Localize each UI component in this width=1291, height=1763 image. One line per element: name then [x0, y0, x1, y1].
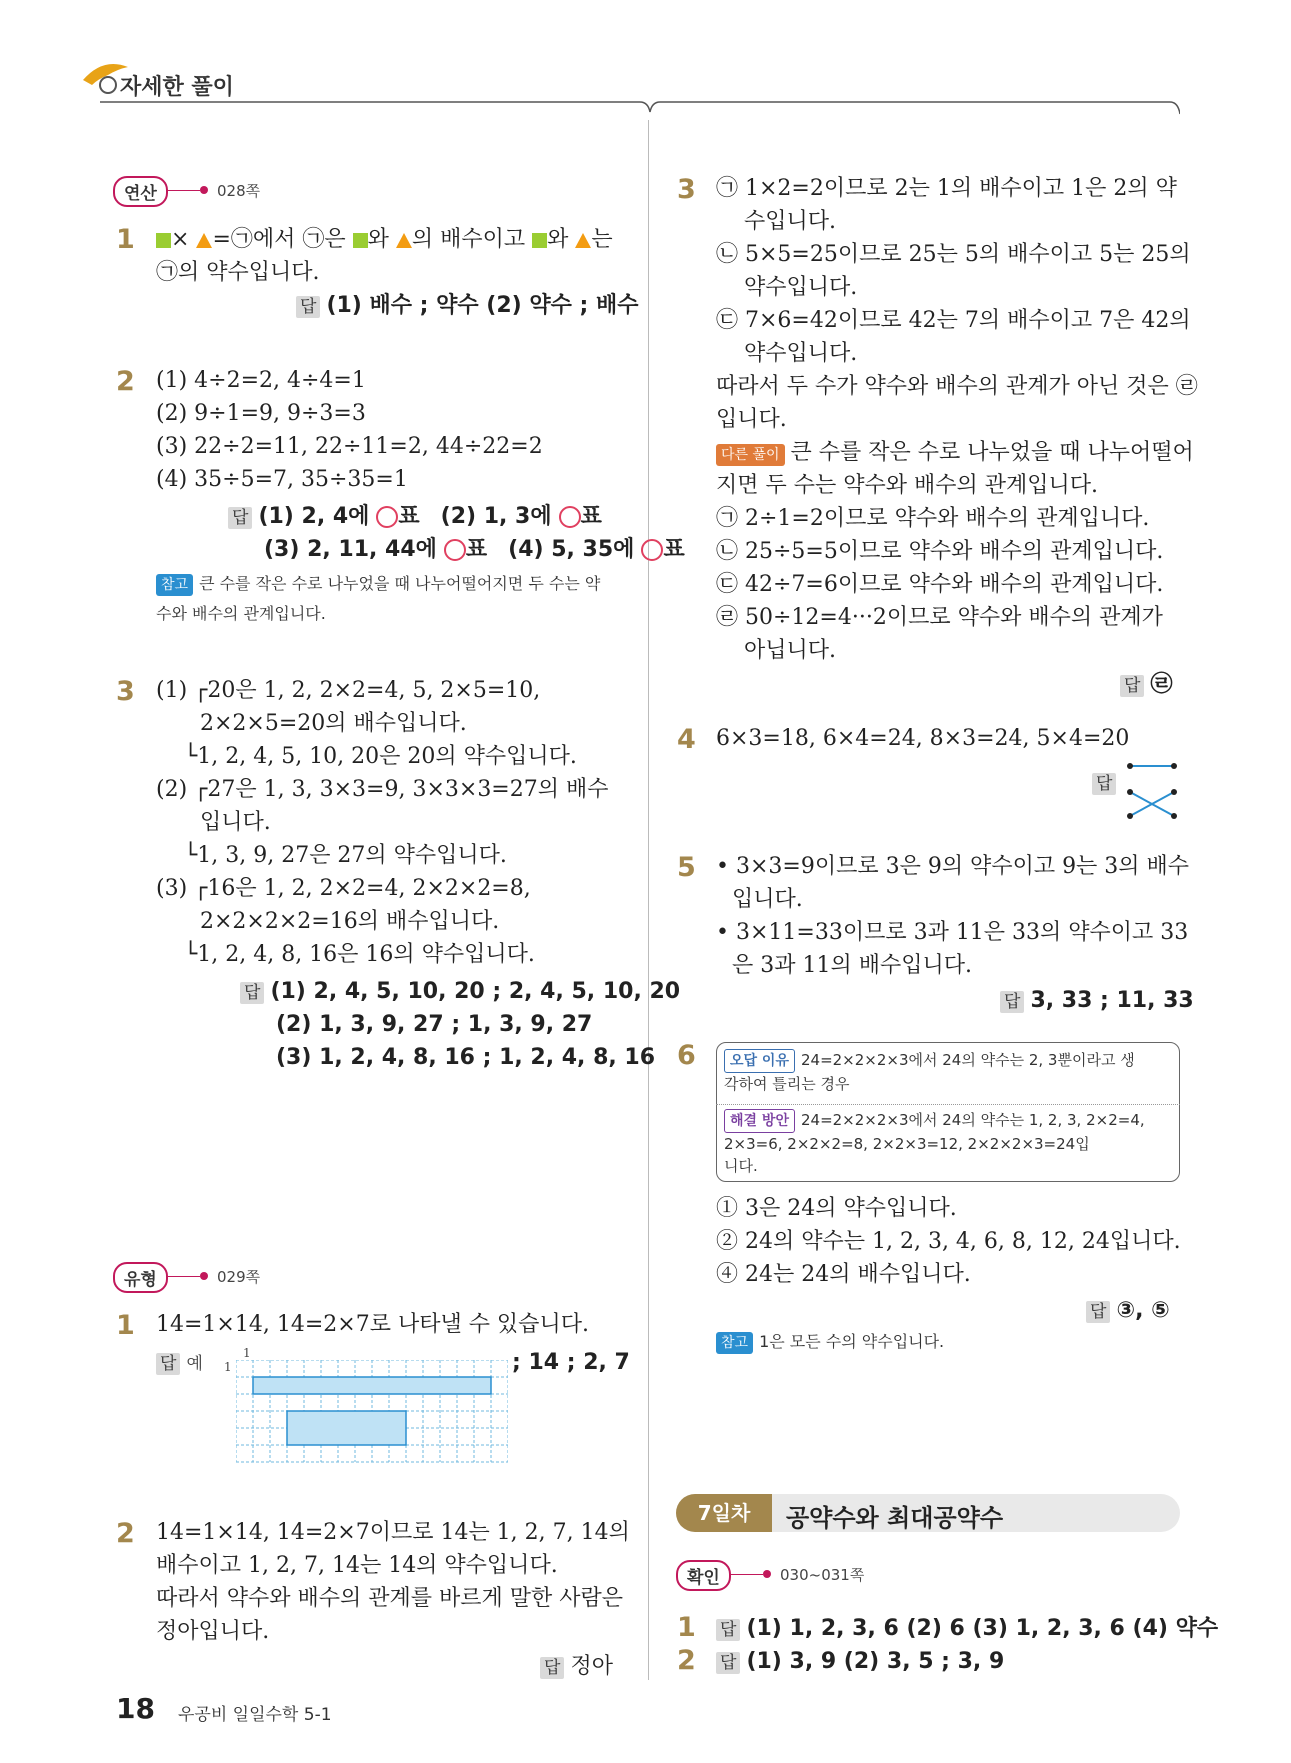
- problem-number: 2: [677, 1645, 696, 1676]
- problem-text-line: 배수이고 1, 2, 7, 14는 14의 약수입니다.: [156, 1553, 558, 1578]
- problem-text-line: ㉡ 5×5=25이므로 25는 5의 배수이고 5는 25의: [716, 242, 1191, 267]
- answer-text: ; 14 ; 2, 7: [512, 1350, 630, 1375]
- problem-text-line: (1) ┌20은 1, 2, 2×2=4, 5, 2×5=10,: [156, 678, 541, 703]
- header-title: 자세한 풀이: [120, 75, 234, 100]
- section-dot: [200, 186, 208, 194]
- answer-text: (1) 배수 ; 약수 (2) 약수 ; 배수: [326, 293, 639, 318]
- circle-mark-icon: [559, 506, 581, 528]
- problem-text-line: • 3×3=9이므로 3은 9의 약수이고 9는 3의 배수: [716, 854, 1190, 879]
- answer-text: (1) 3, 9 (2) 3, 5 ; 3, 9: [746, 1649, 1005, 1674]
- section-label-yuhyeong: 유형: [113, 1262, 168, 1293]
- section-page-ref: 030~031쪽: [780, 1566, 865, 1584]
- problem-text-line: 아닙니다.: [744, 638, 837, 663]
- note-tag: 참고: [156, 574, 193, 596]
- answer-line: [264, 533, 685, 566]
- problem-number: 1: [677, 1612, 696, 1643]
- problem-text-line: ④ 24는 24의 배수입니다.: [716, 1262, 971, 1287]
- green-square-icon: [532, 233, 547, 248]
- section-connector: [168, 1276, 200, 1277]
- answer-text: (3) 2, 11, 44에: [264, 537, 437, 562]
- problem-text-line: 14=1×14, 14=2×7이므로 14는 1, 2, 7, 14의: [156, 1520, 630, 1545]
- orange-triangle-icon: [196, 233, 212, 248]
- answer-text: (4) 5, 35에: [508, 537, 635, 562]
- note-line: [156, 570, 600, 597]
- problem-text-line: 약수입니다.: [744, 341, 858, 366]
- problem-number: 2: [116, 366, 135, 397]
- problem-text-line: 지면 두 수는 약수와 배수의 관계입니다.: [716, 473, 1098, 498]
- problem-text-line: (4) 35÷5=7, 35÷35=1: [156, 467, 408, 492]
- answer-line: [1086, 1294, 1170, 1327]
- book-title: 우공비 일일수학 5-1: [178, 1705, 332, 1725]
- answer-text: (2) 1, 3에: [440, 504, 552, 529]
- error-reason-tag: 오답 이유: [724, 1049, 795, 1073]
- box-line: [724, 1108, 1145, 1133]
- answer-text: (1) 1, 2, 3, 6 (2) 6 (3) 1, 2, 3, 6 (4) 약수: [746, 1616, 1219, 1641]
- answer-line: [1092, 766, 1122, 799]
- answer-line: (3) 1, 2, 4, 8, 16 ; 1, 2, 4, 8, 16: [276, 1045, 656, 1070]
- problem-number: 5: [677, 852, 696, 883]
- problem-text-line: (3) 22÷2=11, 22÷11=2, 44÷22=2: [156, 434, 543, 459]
- header-rule: [100, 100, 1180, 130]
- problem-text-line: 수입니다.: [744, 209, 837, 234]
- problem-text-line: 정아입니다.: [156, 1619, 270, 1644]
- problem-text-line: 따라서 두 수가 약수와 배수의 관계가 아닌 것은 ㉣: [716, 374, 1198, 399]
- circle-mark-icon: [444, 539, 466, 561]
- answer-label: 답: [240, 982, 264, 1004]
- answer-line: [240, 975, 680, 1008]
- answer-label: 답: [1092, 773, 1116, 795]
- text: ×: [171, 227, 190, 252]
- answer-line: [228, 500, 602, 533]
- day-badge: 7일차: [676, 1494, 772, 1532]
- problem-text-line: ㉠ 1×2=2이므로 2는 1의 배수이고 1은 2의 약: [716, 176, 1177, 201]
- problem-number: 1: [116, 1310, 135, 1341]
- answer-text: 표: [580, 504, 602, 529]
- section-label-hwagin: 확인: [676, 1560, 731, 1591]
- day-title: 공약수와 최대공약수: [786, 1504, 1004, 1532]
- problem-text-line: 은 3과 11의 배수입니다.: [732, 953, 972, 978]
- problem-text-line: [156, 223, 613, 256]
- answer-label: 답: [1086, 1301, 1110, 1323]
- problem-text-line: 입니다.: [732, 887, 803, 912]
- answer-line: (2) 1, 3, 9, 27 ; 1, 3, 9, 27: [276, 1012, 593, 1037]
- page-number: 18: [116, 1692, 155, 1725]
- problem-number: 6: [677, 1040, 696, 1071]
- problem-text-line: ㉢ 42÷7=6이므로 약수와 배수의 관계입니다.: [716, 572, 1164, 597]
- section-connector: [731, 1574, 763, 1575]
- box-line: 니다.: [724, 1157, 758, 1175]
- problem-text-line: (2) ┌27은 1, 3, 3×3=9, 3×3×3=27의 배수: [156, 777, 609, 802]
- section-page-ref: 028쪽: [217, 182, 261, 200]
- problem-text-line: └1, 2, 4, 8, 16은 16의 약수입니다.: [184, 942, 535, 967]
- answer-label: 답: [1000, 991, 1024, 1013]
- answer-line: [1120, 668, 1172, 701]
- problem-text-line: ㉠ 2÷1=2이므로 약수와 배수의 관계입니다.: [716, 506, 1150, 531]
- problem-number: 1: [116, 224, 135, 255]
- answer-label: 답: [716, 1619, 740, 1641]
- problem-text-line: (3) ┌16은 1, 2, 2×2=4, 2×2×2=8,: [156, 876, 531, 901]
- note-text: 1은 모든 수의 약수입니다.: [759, 1332, 945, 1351]
- problem-text-line: [716, 436, 1194, 469]
- problem-text-line: 약수입니다.: [744, 275, 858, 300]
- matching-lines-diagram: [1124, 760, 1180, 822]
- answer-label: 답: [716, 1652, 740, 1674]
- note-line: [716, 1328, 944, 1355]
- box-line: 각하여 틀리는 경우: [724, 1075, 850, 1093]
- text: 의 배수이고: [411, 227, 526, 252]
- grid-label-left: 1: [224, 1360, 232, 1374]
- answer-label: 답: [228, 507, 252, 529]
- problem-text-line: 14=1×14, 14=2×7로 나타낼 수 있습니다.: [156, 1312, 589, 1337]
- problem-text-line: 입니다.: [716, 407, 787, 432]
- problem-text-line: ㉠의 약수입니다.: [156, 260, 320, 285]
- answer-text: 표: [398, 504, 420, 529]
- box-text: 24=2×2×2×3에서 24의 약수는 2, 3뿐이라고 생: [800, 1051, 1135, 1069]
- answer-text: 표: [465, 537, 488, 562]
- orange-triangle-icon: [396, 233, 412, 248]
- note-line: 수와 배수의 관계입니다.: [156, 604, 326, 623]
- problem-text-line: 2×2×2×2=16의 배수입니다.: [200, 909, 500, 934]
- problem-number: 4: [677, 724, 696, 755]
- problem-number: 3: [677, 174, 696, 205]
- problem-text-line: ㉣ 50÷12=4···2이므로 약수와 배수의 관계가: [716, 605, 1163, 630]
- answer-text: (1) 2, 4에: [258, 504, 370, 529]
- answer-text: ㉣: [1150, 672, 1173, 697]
- answer-label: 답: [540, 1657, 564, 1679]
- answer-text: (1) 2, 4, 5, 10, 20 ; 2, 4, 5, 10, 20: [270, 979, 681, 1004]
- column-divider: [648, 120, 649, 1680]
- text: 와: [547, 227, 569, 252]
- text: 는: [591, 227, 613, 252]
- problem-text-line: 따라서 약수와 배수의 관계를 바르게 말한 사람은: [156, 1586, 624, 1611]
- alt-solution-tag: 다른 풀이: [716, 444, 785, 466]
- note-text: 큰 수를 작은 수로 나누었을 때 나누어떨어지면 두 수는 약: [199, 574, 601, 593]
- circle-mark-icon: [376, 506, 398, 528]
- answer-line: [716, 1645, 1004, 1678]
- answer-label: 답: [296, 296, 320, 318]
- answer-label: 답: [156, 1353, 180, 1375]
- box-text: 24=2×2×2×3에서 24의 약수는 1, 2, 3, 2×2=4,: [800, 1111, 1145, 1129]
- section-page-ref: 029쪽: [217, 1268, 261, 1286]
- problem-text-line: (1) 4÷2=2, 4÷4=1: [156, 368, 366, 393]
- circle-mark-icon: [641, 539, 663, 561]
- answer-text: 정아: [570, 1654, 613, 1679]
- answer-line: [296, 289, 639, 322]
- answer-line: [156, 1346, 203, 1381]
- problem-text-line: 입니다.: [200, 810, 271, 835]
- box-line: [724, 1048, 1135, 1073]
- note-tag: 참고: [716, 1332, 753, 1354]
- answer-line: [1000, 984, 1194, 1017]
- section-label-yeonsan: 연산: [113, 176, 168, 207]
- solution-tag: 해결 방안: [724, 1109, 795, 1133]
- problem-number: 2: [116, 1518, 135, 1549]
- answer-line: [540, 1650, 613, 1683]
- text: 와: [367, 227, 389, 252]
- problem-text-line: 6×3=18, 6×4=24, 8×3=24, 5×4=20: [716, 726, 1130, 751]
- problem-text-line: └1, 2, 4, 5, 10, 20은 20의 약수입니다.: [184, 744, 577, 769]
- answer-text: 3, 33 ; 11, 33: [1030, 988, 1194, 1013]
- grid-diagram: [236, 1360, 508, 1468]
- answer-line: [716, 1612, 1218, 1645]
- problem-text-line: ② 24의 약수는 1, 2, 3, 4, 6, 8, 12, 24입니다.: [716, 1229, 1181, 1254]
- box-line: 2×3=6, 2×2×2=8, 2×2×3=12, 2×2×2×3=24입: [724, 1135, 1090, 1153]
- problem-number: 3: [116, 676, 135, 707]
- example-mark: 예: [186, 1354, 203, 1374]
- orange-triangle-icon: [575, 233, 591, 248]
- problem-text-line: (2) 9÷1=9, 9÷3=3: [156, 401, 366, 426]
- section-dot: [200, 1272, 208, 1280]
- green-square-icon: [353, 233, 368, 248]
- text: =㉠에서 ㉠은: [212, 227, 346, 252]
- problem-text-line: • 3×11=33이므로 3과 11은 33의 약수이고 33: [716, 920, 1189, 945]
- answer-text: ③, ⑤: [1116, 1298, 1170, 1323]
- text: 큰 수를 작은 수로 나누었을 때 나누어떨어: [790, 440, 1194, 465]
- answer-label: 답: [1120, 675, 1144, 697]
- problem-text-line: ㉢ 7×6=42이므로 42는 7의 배수이고 7은 42의: [716, 308, 1191, 333]
- answer-text: 표: [663, 537, 685, 562]
- section-connector: [168, 190, 200, 191]
- problem-text-line: ① 3은 24의 약수입니다.: [716, 1196, 957, 1221]
- problem-text-line: └1, 3, 9, 27은 27의 약수입니다.: [184, 843, 507, 868]
- section-dot: [763, 1570, 771, 1578]
- box-divider: [716, 1104, 1180, 1105]
- green-square-icon: [156, 233, 171, 248]
- grid-label-top: 1: [243, 1346, 251, 1360]
- problem-text-line: ㉡ 25÷5=5이므로 약수와 배수의 관계입니다.: [716, 539, 1164, 564]
- problem-text-line: 2×2×5=20의 배수입니다.: [200, 711, 467, 736]
